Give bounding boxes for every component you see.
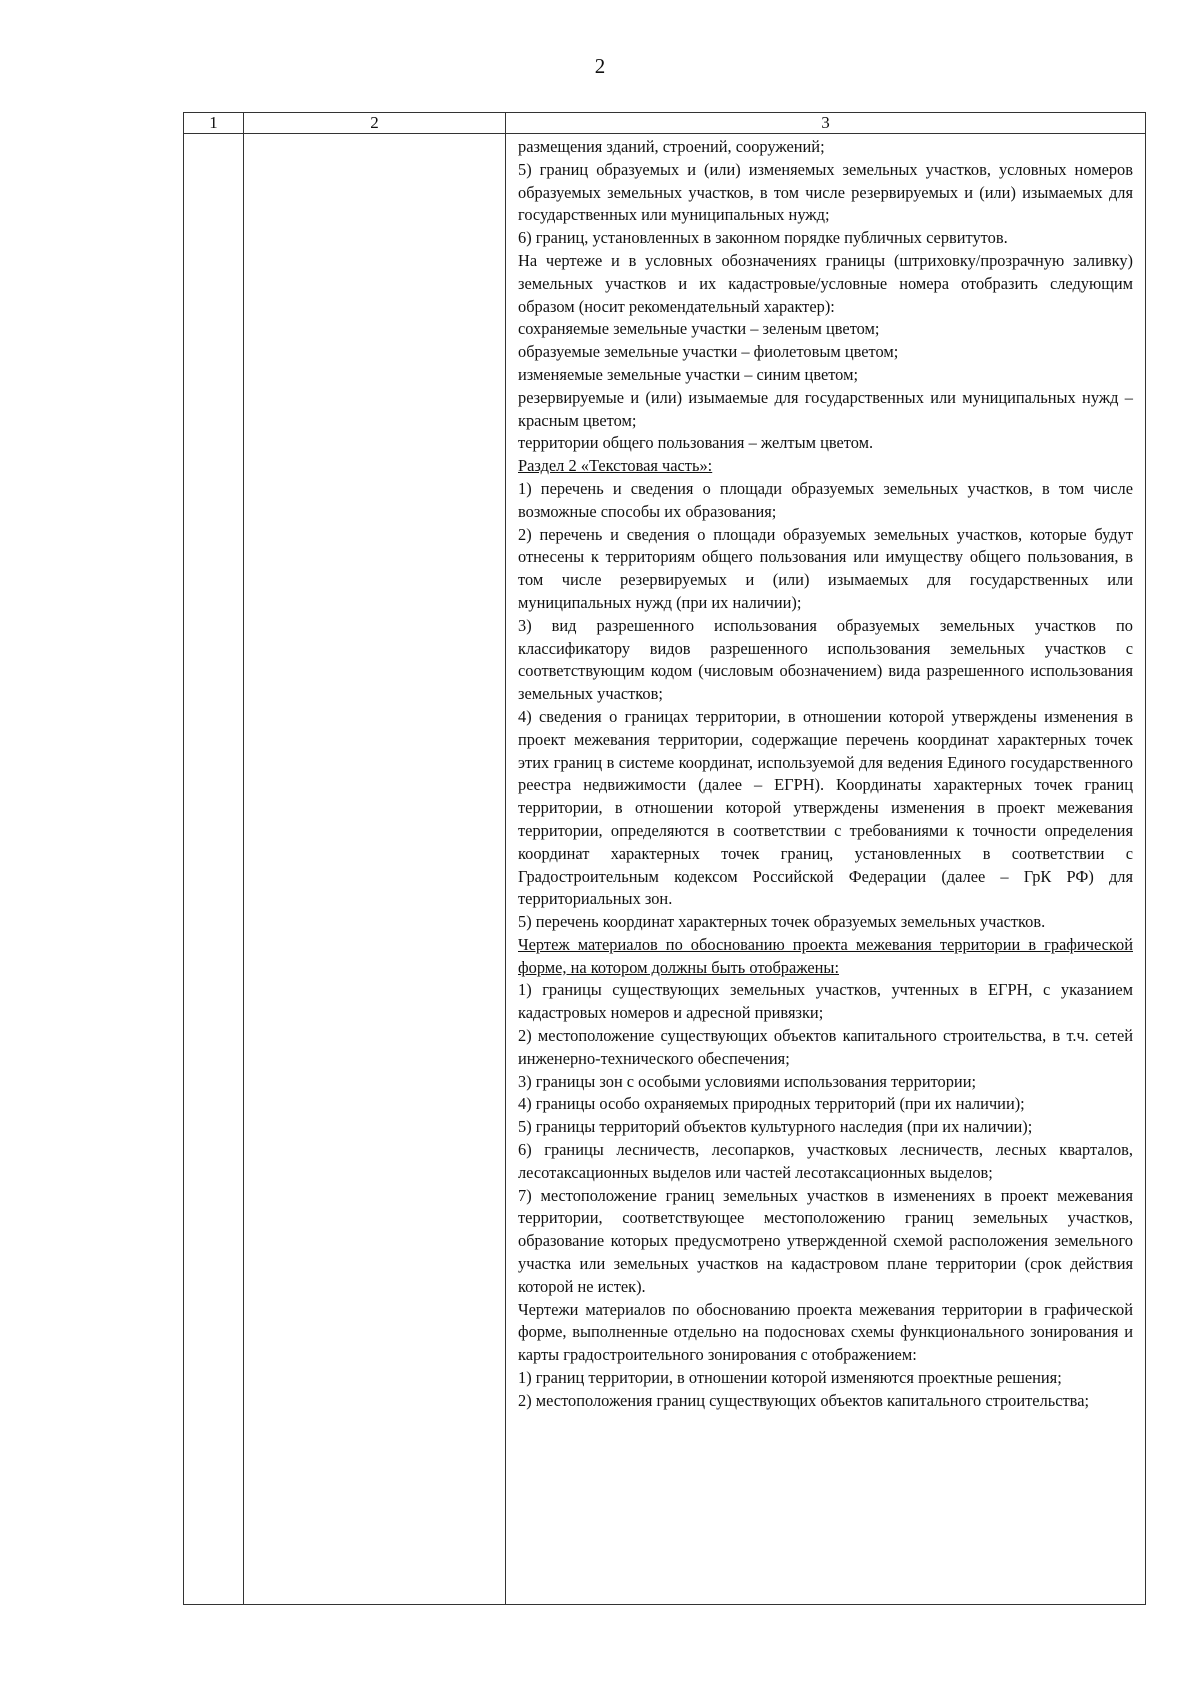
- paragraph: Чертежи материалов по обоснованию проекта межевания территории в графической форме, выполненные отдельно на подосновах схемы функционального зонирования и карты градостроительного зонирования с отображением:: [518, 1299, 1133, 1365]
- column-header-1: 1: [184, 113, 244, 134]
- table-cell-col3: [506, 134, 1146, 1605]
- paragraph: 1) границы существующих земельных участков, учтенных в ЕГРН, с указанием кадастровых номеров и адресной привязки;: [518, 980, 1133, 1023]
- requirements-table: [183, 112, 1146, 1605]
- paragraph: 4) границы особо охраняемых природных территорий (при их наличии);: [518, 1094, 1025, 1114]
- paragraph: 1) перечень и сведения о площади образуемых земельных участков, в том числе возможные способы их образования;: [518, 478, 1133, 521]
- section-2-heading: Раздел 2 «Текстовая часть»:: [518, 456, 713, 476]
- paragraph: 5) перечень координат характерных точек образуемых земельных участков.: [518, 912, 1046, 932]
- paragraph: 2) местоположение существующих объектов капитального строительства, в т.ч. сетей инженерно-технического обеспечения;: [518, 1026, 1133, 1068]
- paragraph: 5) границ образуемых и (или) изменяемых земельных участков, условных номеров образуемых земельных участков, в том числе резервируемых и (или) изымаемых для государственных или муниципальных нужд;: [518, 159, 1133, 225]
- paragraph: 1) границ территории, в отношении которой изменяются проектные решения;: [518, 1368, 1062, 1388]
- paragraph: 3) вид разрешенного использования образуемых земельных участков по классификатору видов разрешенного использования земельных участков с соответствующим кодом (числовым обозначением) вида разрешенного использования земельных участков;: [518, 615, 1133, 704]
- paragraph: 2) местоположения границ существующих объектов капитального строительства;: [518, 1390, 1090, 1410]
- paragraph: 3) границы зон с особыми условиями использования территории;: [518, 1071, 977, 1091]
- column-header-3: 3: [506, 113, 1146, 134]
- paragraph: размещения зданий, строений, сооружений;: [518, 137, 825, 156]
- paragraph: 2) перечень и сведения о площади образуемых земельных участков, которые будут отнесены к территориям общего пользования или имуществу общего пользования, в том числе резервируемых и (или) изымаемых для государственных или муниципальных нужд (при их наличии);: [518, 524, 1133, 612]
- paragraph: 5) границы территорий объектов культурного наследия (при их наличии);: [518, 1117, 1033, 1137]
- paragraph: изменяемые земельные участки – синим цветом;: [518, 364, 858, 384]
- paragraph: 4) сведения о границах территории, в отношении которой утверждены изменения в проект межевания территории, содержащие перечень координат характерных точек этих границ в системе координат, используемой для ведения Единого государственного реестра недвижимости (далее – ЕГРН). Координаты характерных точек границ территории, в отношении которой утверждены изменения в проект межевания территории, определяются в соответствии с требованиями к точности определения координат характерных точек границ, установленных в соответствии с Градостроительным кодексом Российской Федерации (далее – ГрК РФ) для территориальных зон.: [518, 706, 1133, 909]
- paragraph: 6) границы лесничеств, лесопарков, участковых лесничеств, лесных кварталов, лесотаксационных выделов или частей лесотаксационных выделов;: [518, 1140, 1133, 1182]
- page-number: 2: [594, 54, 606, 78]
- table-cell-col2: [244, 134, 506, 1605]
- paragraph: 7) местоположение границ земельных участков в изменениях в проект межевания территории, соответствующее местоположению границ земельных участков, образование которых предусмотрено утвержденной схемой расположения земельного участка или земельных участков на кадастровом плане территории (срок действия которой не истек).: [518, 1185, 1133, 1296]
- paragraph: сохраняемые земельные участки – зеленым цветом;: [518, 319, 880, 339]
- drawing-requirements-heading: Чертеж материалов по обоснованию проекта межевания территории в графической форме, на котором должны быть отображены:: [518, 934, 1133, 977]
- table-cell-col1: [184, 134, 244, 1605]
- paragraph: 6) границ, установленных в законном порядке публичных сервитутов.: [518, 228, 1008, 248]
- table-row: [184, 134, 1146, 1605]
- table-header-row: [184, 113, 1146, 134]
- paragraph: территории общего пользования – желтым цветом.: [518, 433, 874, 453]
- paragraph: На чертеже и в условных обозначениях границы (штриховку/прозрачную заливку) земельных участков и их кадастровые/условные номера отобразить следующим образом (носит рекомендательный характер):: [518, 250, 1133, 316]
- paragraph: образуемые земельные участки – фиолетовым цветом;: [518, 342, 899, 362]
- column-header-2: 2: [244, 113, 506, 134]
- paragraph: резервируемые и (или) изымаемые для государственных или муниципальных нужд – красным цветом;: [518, 387, 1133, 430]
